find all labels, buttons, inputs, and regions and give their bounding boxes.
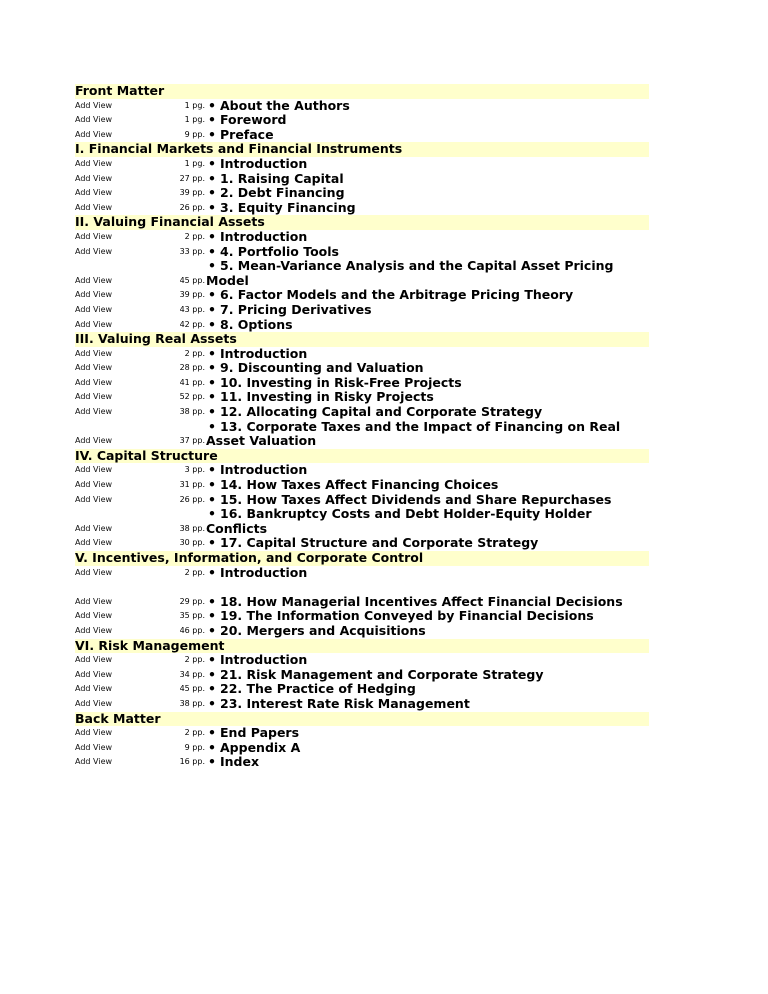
chapter-title-text: 5. Mean-Variance Analysis and the Capital Asset Pricing <box>220 258 614 274</box>
toc-row <box>75 201 649 216</box>
section-header: IV. Capital Structure <box>75 449 649 464</box>
page-count: 16 pp. <box>179 757 205 767</box>
view-link[interactable]: View <box>93 407 113 417</box>
add-link[interactable]: Add <box>75 363 91 373</box>
chapter-title-line2: Model <box>206 272 249 288</box>
chapter-title-text: Index <box>220 754 260 770</box>
row-actions <box>75 595 157 610</box>
chapter-title[interactable] <box>208 259 613 288</box>
row-actions <box>75 463 157 478</box>
chapter-title[interactable] <box>208 390 434 405</box>
toc-row <box>75 653 649 668</box>
add-link[interactable]: Add <box>75 669 91 679</box>
chapter-title[interactable] <box>208 595 623 610</box>
chapter-title-line2: Asset Valuation <box>206 433 317 449</box>
toc-row <box>75 726 649 741</box>
row-actions <box>75 347 157 362</box>
chapter-title[interactable] <box>208 755 259 770</box>
toc-row <box>75 186 649 201</box>
chapter-title[interactable] <box>208 288 573 303</box>
page-count: 29 pp. <box>179 596 205 606</box>
chapter-title-text: 13. Corporate Taxes and the Impact of Financing on Real <box>220 418 621 434</box>
chapter-title-text: 7. Pricing Derivatives <box>220 301 372 317</box>
chapter-title[interactable] <box>208 478 498 493</box>
chapter-title-text: 14. How Taxes Affect Financing Choices <box>220 477 499 493</box>
chapter-title-text: Introduction <box>220 228 308 244</box>
section-header: I. Financial Markets and Financial Instruments <box>75 142 649 157</box>
section-header: VI. Risk Management <box>75 639 649 654</box>
page-count: 52 pp. <box>179 392 205 402</box>
row-actions <box>75 390 157 405</box>
toc-row <box>75 318 649 333</box>
add-link[interactable]: Add <box>75 480 91 490</box>
chapter-title[interactable] <box>208 653 307 668</box>
bullet: • <box>208 228 216 244</box>
bullet: • <box>208 652 216 668</box>
toc-row <box>75 172 649 187</box>
page-count: 37 pp. <box>179 436 205 446</box>
chapter-title[interactable] <box>208 741 300 756</box>
bullet: • <box>208 681 216 697</box>
chapter-title[interactable] <box>208 420 620 449</box>
bullet: • <box>208 695 216 711</box>
view-link[interactable]: View <box>93 728 113 738</box>
chapter-title-text: Appendix A <box>220 739 301 755</box>
add-link[interactable]: Add <box>75 100 91 110</box>
bullet: • <box>208 199 216 215</box>
chapter-title-text: Introduction <box>220 155 308 171</box>
bullet: • <box>208 389 216 405</box>
row-actions <box>75 682 157 697</box>
page-count: 2 pp. <box>184 655 205 665</box>
toc-row <box>75 303 649 318</box>
add-link[interactable]: Add <box>75 246 91 256</box>
chapter-title[interactable] <box>208 609 594 624</box>
chapter-title-text: 19. The Information Conveyed by Financial Decisions <box>220 608 594 624</box>
toc-row <box>75 347 649 362</box>
section-header: Back Matter <box>75 712 649 727</box>
chapter-title-line2: Conflicts <box>206 520 268 536</box>
row-actions <box>75 405 157 420</box>
section-header: V. Incentives, Information, and Corporate Control <box>75 551 649 566</box>
chapter-title-text: 3. Equity Financing <box>220 199 356 215</box>
view-link[interactable]: View <box>93 436 113 446</box>
row-actions <box>75 303 157 318</box>
page-count: 42 pp. <box>179 319 205 329</box>
chapter-title[interactable] <box>208 405 542 420</box>
add-link[interactable]: Add <box>75 188 91 198</box>
toc-row <box>75 697 649 712</box>
row-actions <box>75 274 157 289</box>
chapter-title-text: Foreword <box>220 112 287 128</box>
view-link[interactable]: View <box>93 100 113 110</box>
chapter-title[interactable] <box>208 128 274 143</box>
page-count: 30 pp. <box>179 538 205 548</box>
add-link[interactable]: Add <box>75 728 91 738</box>
chapter-title[interactable] <box>208 172 344 187</box>
toc-row <box>75 463 649 478</box>
page-count: 2 pp. <box>184 567 205 577</box>
page-count: 34 pp. <box>179 669 205 679</box>
bullet: • <box>208 345 216 361</box>
row-actions <box>75 493 157 508</box>
bullet: • <box>208 287 216 303</box>
chapter-title-text: 9. Discounting and Valuation <box>220 360 424 376</box>
view-link[interactable]: View <box>93 246 113 256</box>
page-count: 46 pp. <box>179 625 205 635</box>
chapter-title[interactable] <box>208 493 611 508</box>
bullet: • <box>208 185 216 201</box>
bullet: • <box>208 622 216 638</box>
view-link[interactable]: View <box>93 757 113 767</box>
page-count: 43 pp. <box>179 304 205 314</box>
bullet: • <box>208 126 216 142</box>
chapter-title[interactable] <box>208 376 462 391</box>
row-actions <box>75 624 157 639</box>
section-header: III. Valuing Real Assets <box>75 332 649 347</box>
toc-row <box>75 493 649 508</box>
add-link[interactable]: Add <box>75 392 91 402</box>
chapter-title-text: 15. How Taxes Affect Dividends and Share Repurchases <box>220 491 612 507</box>
toc-row <box>75 99 649 114</box>
add-link[interactable]: Add <box>75 129 91 139</box>
chapter-title[interactable] <box>208 726 299 741</box>
view-link[interactable]: View <box>93 480 113 490</box>
bullet: • <box>208 258 216 274</box>
view-link[interactable]: View <box>93 392 113 402</box>
toc-row <box>75 682 649 697</box>
add-link[interactable]: Add <box>75 757 91 767</box>
row-actions <box>75 755 157 770</box>
toc-row <box>75 741 649 756</box>
chapter-title-line1 <box>208 259 613 274</box>
bullet: • <box>208 477 216 493</box>
chapter-title-text: 23. Interest Rate Risk Management <box>220 695 470 711</box>
chapter-title-text: 20. Mergers and Acquisitions <box>220 622 426 638</box>
add-link[interactable]: Add <box>75 275 91 285</box>
view-link[interactable]: View <box>93 684 113 694</box>
page-count: 28 pp. <box>179 363 205 373</box>
chapter-title[interactable] <box>208 536 538 551</box>
row-actions <box>75 230 157 245</box>
view-link[interactable]: View <box>93 742 113 752</box>
table-of-contents <box>75 84 649 770</box>
view-link[interactable]: View <box>93 158 113 168</box>
view-link[interactable]: View <box>93 494 113 504</box>
add-link[interactable]: Add <box>75 436 91 446</box>
chapter-title[interactable] <box>208 201 356 216</box>
row-actions <box>75 172 157 187</box>
view-link[interactable]: View <box>93 377 113 387</box>
row-actions <box>75 245 157 260</box>
view-link[interactable]: View <box>93 669 113 679</box>
bullet: • <box>208 404 216 420</box>
page-count: 2 pp. <box>184 348 205 358</box>
chapter-title[interactable] <box>208 186 345 201</box>
add-link[interactable]: Add <box>75 407 91 417</box>
chapter-title[interactable] <box>208 230 307 245</box>
toc-row <box>75 230 649 245</box>
chapter-title-text: 4. Portfolio Tools <box>220 243 339 259</box>
chapter-title[interactable] <box>208 245 339 260</box>
add-link[interactable]: Add <box>75 231 91 241</box>
page-count: 27 pp. <box>179 173 205 183</box>
bullet: • <box>208 155 216 171</box>
add-link[interactable]: Add <box>75 611 91 621</box>
bullet: • <box>208 170 216 186</box>
row-actions <box>75 478 157 493</box>
row-actions <box>75 376 157 391</box>
toc-row <box>75 128 649 143</box>
page-count: 2 pp. <box>184 231 205 241</box>
row-actions <box>75 566 157 581</box>
view-link[interactable]: View <box>93 698 113 708</box>
bullet: • <box>208 243 216 259</box>
bullet: • <box>208 666 216 682</box>
add-link[interactable]: Add <box>75 173 91 183</box>
page-count: 2 pp. <box>184 728 205 738</box>
chapter-title[interactable] <box>208 361 424 376</box>
chapter-title-text: 17. Capital Structure and Corporate Strategy <box>220 535 539 551</box>
page-count: 1 pg. <box>184 115 205 125</box>
add-link[interactable]: Add <box>75 319 91 329</box>
page-count: 38 pp. <box>179 407 205 417</box>
bullet: • <box>208 593 216 609</box>
chapter-title[interactable] <box>208 624 426 639</box>
toc-row <box>75 420 649 449</box>
add-link[interactable]: Add <box>75 290 91 300</box>
chapter-title[interactable] <box>208 318 293 333</box>
add-link[interactable]: Add <box>75 465 91 475</box>
toc-row <box>75 405 649 420</box>
row-actions <box>75 522 157 537</box>
chapter-title-text: Preface <box>220 126 274 142</box>
chapter-title[interactable] <box>208 682 416 697</box>
view-link[interactable]: View <box>93 129 113 139</box>
bullet: • <box>208 564 216 580</box>
view-link[interactable]: View <box>93 538 113 548</box>
page-count: 9 pp. <box>184 129 205 139</box>
chapter-title-text: 1. Raising Capital <box>220 170 344 186</box>
add-link[interactable]: Add <box>75 742 91 752</box>
chapter-title-text: 22. The Practice of Hedging <box>220 681 416 697</box>
row-actions <box>75 726 157 741</box>
view-link[interactable]: View <box>93 115 113 125</box>
row-actions <box>75 536 157 551</box>
toc-row <box>75 245 649 260</box>
row-actions <box>75 201 157 216</box>
view-link[interactable]: View <box>93 363 113 373</box>
chapter-title[interactable] <box>208 347 307 362</box>
page-count: 9 pp. <box>184 742 205 752</box>
toc-row <box>75 609 649 624</box>
toc-row <box>75 478 649 493</box>
chapter-title[interactable] <box>208 566 307 581</box>
row-actions <box>75 653 157 668</box>
view-link[interactable]: View <box>93 319 113 329</box>
row-actions <box>75 697 157 712</box>
toc-row <box>75 755 649 770</box>
toc-row <box>75 668 649 683</box>
chapter-title-text: 2. Debt Financing <box>220 185 345 201</box>
page-count: 31 pp. <box>179 480 205 490</box>
chapter-title-line1 <box>208 420 620 435</box>
view-link[interactable]: View <box>93 290 113 300</box>
chapter-title[interactable] <box>208 697 470 712</box>
bullet: • <box>208 506 216 522</box>
bullet: • <box>208 97 216 113</box>
chapter-title-text: 12. Allocating Capital and Corporate Strategy <box>220 404 543 420</box>
bullet: • <box>208 462 216 478</box>
view-link[interactable]: View <box>93 655 113 665</box>
page-count: 39 pp. <box>179 188 205 198</box>
toc-row <box>75 390 649 405</box>
page-count: 45 pp. <box>179 684 205 694</box>
chapter-title[interactable] <box>208 99 350 114</box>
chapter-title[interactable] <box>208 507 591 536</box>
chapter-title[interactable] <box>208 113 287 128</box>
row-actions <box>75 99 157 114</box>
chapter-title-text: End Papers <box>220 725 300 741</box>
bullet: • <box>208 725 216 741</box>
chapter-title-text: 10. Investing in Risk-Free Projects <box>220 374 462 390</box>
toc-row <box>75 595 649 610</box>
add-link[interactable]: Add <box>75 698 91 708</box>
chapter-title-text: 16. Bankruptcy Costs and Debt Holder-Equity Holder <box>220 506 592 522</box>
page-count: 35 pp. <box>179 611 205 621</box>
row-actions <box>75 741 157 756</box>
chapter-title[interactable] <box>208 463 307 478</box>
add-link[interactable]: Add <box>75 684 91 694</box>
chapter-title-text: 18. How Managerial Incentives Affect Financial Decisions <box>220 593 623 609</box>
add-link[interactable]: Add <box>75 202 91 212</box>
view-link[interactable]: View <box>93 567 113 577</box>
toc-row <box>75 624 649 639</box>
page-count: 26 pp. <box>179 202 205 212</box>
view-link[interactable]: View <box>93 173 113 183</box>
view-link[interactable]: View <box>93 202 113 212</box>
chapter-title-text: About the Authors <box>220 97 350 113</box>
toc-row <box>75 566 649 581</box>
row-actions <box>75 361 157 376</box>
view-link[interactable]: View <box>93 465 113 475</box>
row-actions <box>75 157 157 172</box>
chapter-title-text: 6. Factor Models and the Arbitrage Pricing Theory <box>220 287 574 303</box>
section-header: II. Valuing Financial Assets <box>75 215 649 230</box>
add-link[interactable]: Add <box>75 523 91 533</box>
page-count: 1 pg. <box>184 100 205 110</box>
row-actions <box>75 186 157 201</box>
page-count: 1 pg. <box>184 158 205 168</box>
bullet: • <box>208 112 216 128</box>
add-link[interactable]: Add <box>75 115 91 125</box>
add-link[interactable]: Add <box>75 596 91 606</box>
page-count: 39 pp. <box>179 290 205 300</box>
toc-row <box>75 361 649 376</box>
row-actions <box>75 113 157 128</box>
add-link[interactable]: Add <box>75 655 91 665</box>
bullet: • <box>208 316 216 332</box>
page-count: 38 pp. <box>179 523 205 533</box>
bullet: • <box>208 535 216 551</box>
add-link[interactable]: Add <box>75 567 91 577</box>
view-link[interactable]: View <box>93 231 113 241</box>
view-link[interactable]: View <box>93 625 113 635</box>
bullet: • <box>208 418 216 434</box>
view-link[interactable]: View <box>93 275 113 285</box>
toc-row <box>75 288 649 303</box>
page-count: 26 pp. <box>179 494 205 504</box>
add-link[interactable]: Add <box>75 158 91 168</box>
add-link[interactable]: Add <box>75 494 91 504</box>
bullet: • <box>208 491 216 507</box>
chapter-title-text: 21. Risk Management and Corporate Strategy <box>220 666 544 682</box>
chapter-title-text: Introduction <box>220 345 308 361</box>
chapter-title[interactable] <box>208 157 307 172</box>
chapter-title[interactable] <box>208 668 544 683</box>
bullet: • <box>208 301 216 317</box>
add-link[interactable]: Add <box>75 377 91 387</box>
row-actions <box>75 128 157 143</box>
bullet: • <box>208 360 216 376</box>
page-count: 3 pp. <box>184 465 205 475</box>
toc-row <box>75 376 649 391</box>
chapter-title[interactable] <box>208 303 372 318</box>
chapter-title-text: Introduction <box>220 462 308 478</box>
toc-row <box>75 536 649 551</box>
view-link[interactable]: View <box>93 596 113 606</box>
page-count: 33 pp. <box>179 246 205 256</box>
view-link[interactable]: View <box>93 348 113 358</box>
bullet: • <box>208 754 216 770</box>
add-link[interactable]: Add <box>75 348 91 358</box>
bullet: • <box>208 608 216 624</box>
chapter-title-text: 8. Options <box>220 316 293 332</box>
add-link[interactable]: Add <box>75 538 91 548</box>
toc-row <box>75 259 649 288</box>
row-actions <box>75 288 157 303</box>
chapter-title-text: Introduction <box>220 564 308 580</box>
view-link[interactable]: View <box>93 611 113 621</box>
bullet: • <box>208 739 216 755</box>
add-link[interactable]: Add <box>75 304 91 314</box>
page-count: 45 pp. <box>179 275 205 285</box>
row-actions <box>75 609 157 624</box>
chapter-title-text: 11. Investing in Risky Projects <box>220 389 434 405</box>
row-actions <box>75 434 157 449</box>
row-actions <box>75 668 157 683</box>
toc-row <box>75 157 649 172</box>
bullet: • <box>208 374 216 390</box>
section-header: Front Matter <box>75 84 649 99</box>
view-link[interactable]: View <box>93 304 113 314</box>
toc-row <box>75 507 649 536</box>
page-count: 41 pp. <box>179 377 205 387</box>
row-actions <box>75 318 157 333</box>
view-link[interactable]: View <box>93 188 113 198</box>
view-link[interactable]: View <box>93 523 113 533</box>
toc-row <box>75 113 649 128</box>
page-count: 38 pp. <box>179 698 205 708</box>
chapter-title-text: Introduction <box>220 652 308 668</box>
add-link[interactable]: Add <box>75 625 91 635</box>
chapter-title-line1 <box>208 507 591 522</box>
